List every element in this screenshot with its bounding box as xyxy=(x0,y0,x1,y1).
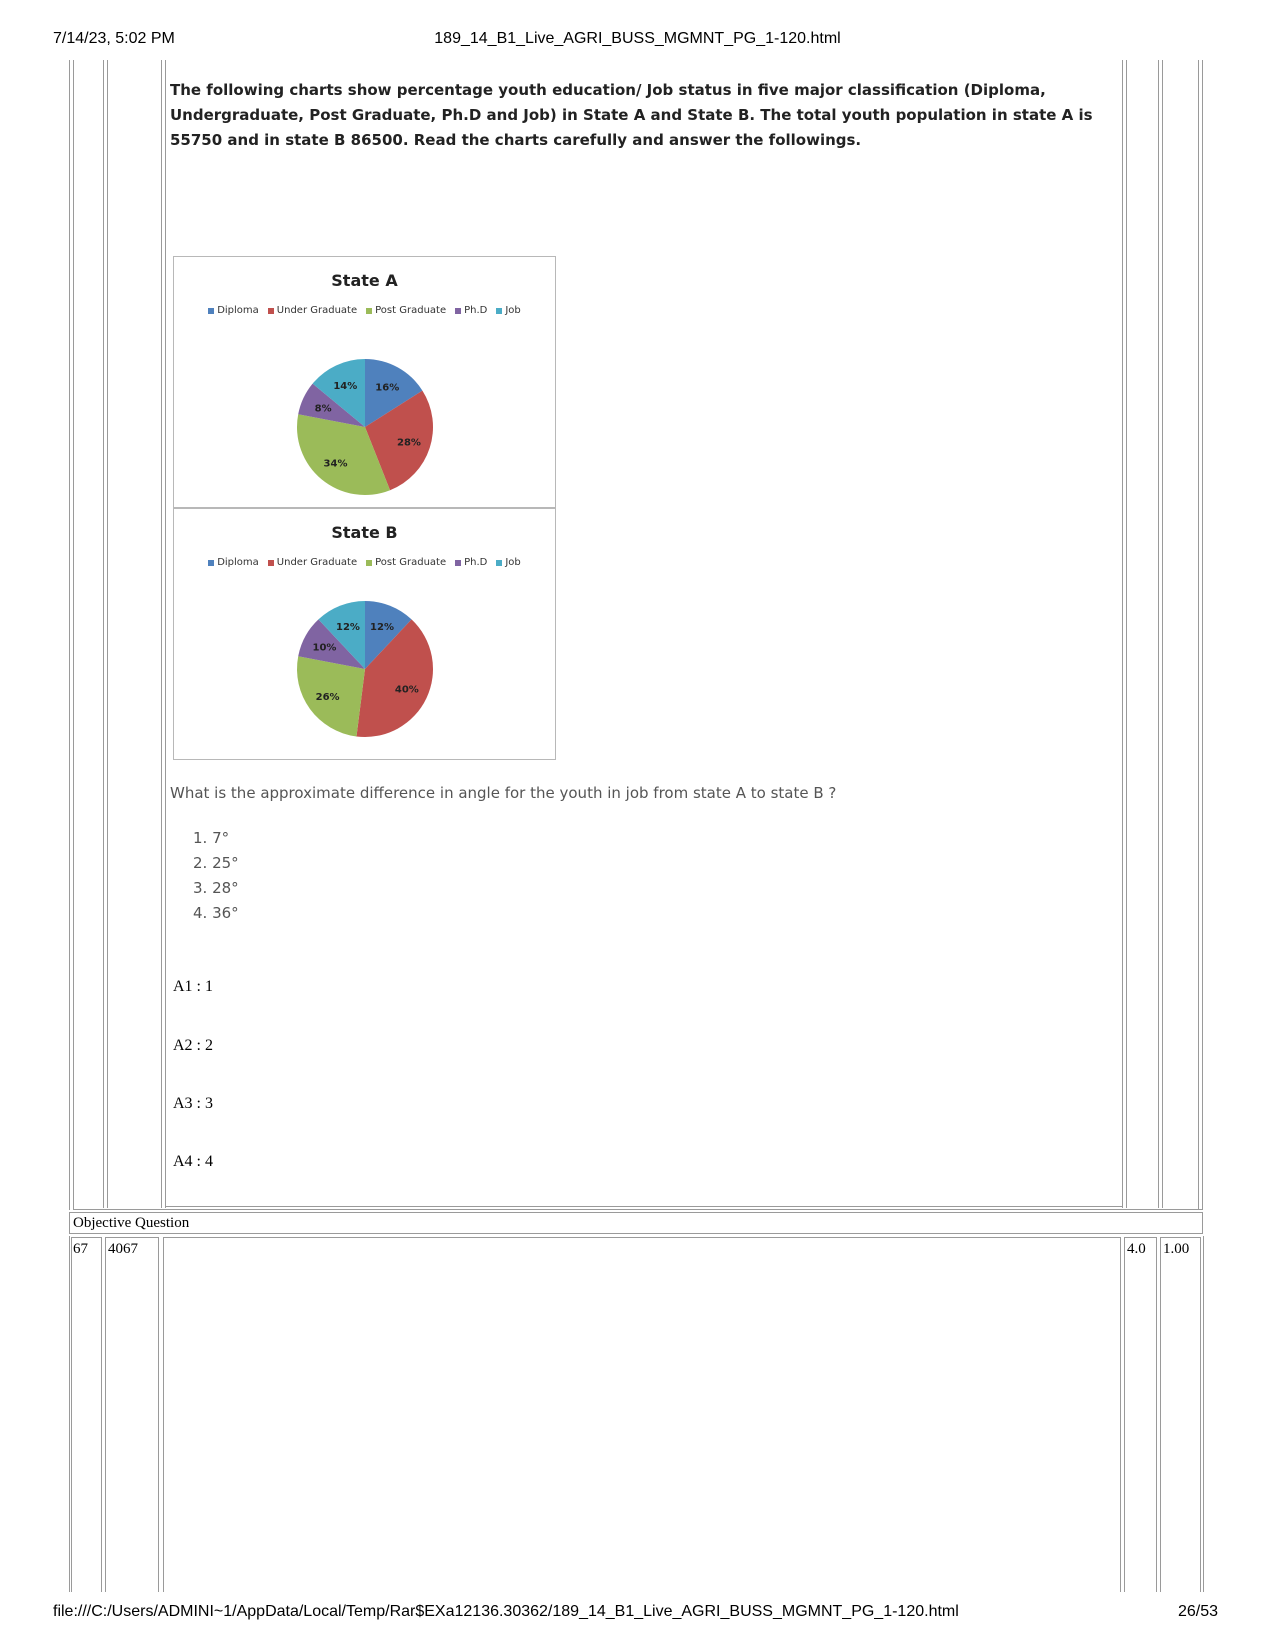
table-border-left-inner xyxy=(73,60,74,1210)
print-page-number: 26/53 xyxy=(1178,1603,1219,1620)
row-marks-cell xyxy=(1124,1237,1157,1617)
table-border-left xyxy=(69,1236,70,1606)
option-item: 3. 28° xyxy=(193,879,239,897)
passage-text: The following charts show percentage youth education/ Job status in five major classification (Diploma, Undergraduate, Post Graduate, Ph.D and Job) in State A and State B. The total youth population in state A is 55750 and in state B 86500. Read the charts carefully and answer the followings. xyxy=(170,81,1093,149)
cell-border xyxy=(1122,60,1123,1208)
pie-data-label: 8% xyxy=(314,403,332,415)
table-border-right xyxy=(1198,60,1199,1210)
question-text: What is the approximate difference in angle for the youth in job from state A to state B ? xyxy=(170,784,837,802)
legend-label: Under Graduate xyxy=(276,557,358,568)
table-border-right xyxy=(1203,1236,1204,1606)
pie-data-label: 12% xyxy=(336,622,360,634)
legend-label: Under Graduate xyxy=(276,305,358,316)
print-url: file:///C:/Users/ADMINI~1/AppData/Local/Temp/Rar$EXa12136.30362/189_14_B1_Live_AGRI_BUSS_MGMNT_PG_1-120.html xyxy=(53,1603,959,1620)
options-list xyxy=(193,826,239,926)
cell-border xyxy=(1158,60,1159,1208)
pie-data-label: 12% xyxy=(370,622,394,634)
cell-border xyxy=(161,60,162,1208)
chart-title: State A xyxy=(331,271,398,290)
legend-label: Post Graduate xyxy=(375,305,447,316)
legend-label: Diploma xyxy=(217,305,259,316)
pie-chart-b xyxy=(174,509,557,761)
question-number: 67 xyxy=(73,1241,88,1257)
pie-data-label: 10% xyxy=(312,642,337,654)
section-header-cell xyxy=(69,1212,1203,1234)
negative-marks-value: 1.00 xyxy=(1163,1241,1190,1257)
answer-2: A2 : 2 xyxy=(173,1037,213,1054)
marks-value: 4.0 xyxy=(1127,1241,1146,1257)
legend-label: Post Graduate xyxy=(375,557,447,568)
legend-label: Job xyxy=(505,305,521,316)
cell-border-bottom xyxy=(165,1206,1123,1207)
row-negative-cell xyxy=(1160,1237,1201,1617)
print-page-title: 189_14_B1_Live_AGRI_BUSS_MGMNT_PG_1-120.html xyxy=(434,30,841,47)
pie-data-label: 26% xyxy=(315,692,340,704)
cell-border xyxy=(107,60,108,1208)
pie-data-label: 40% xyxy=(394,684,419,696)
print-datetime: 7/14/23, 5:02 PM xyxy=(53,30,175,47)
section-label: Objective Question xyxy=(73,1215,190,1231)
pie-data-label: 28% xyxy=(397,437,421,449)
table-border-bottom xyxy=(73,1209,1203,1210)
legend-label: Ph.D xyxy=(464,557,488,568)
answer-3: A3 : 3 xyxy=(173,1095,213,1112)
cell-border xyxy=(103,60,104,1208)
row-id-cell xyxy=(105,1237,159,1617)
option-item: 4. 36° xyxy=(193,904,239,922)
row-content-cell xyxy=(163,1237,1121,1617)
legend-label: Job xyxy=(505,557,521,568)
table-border-left xyxy=(69,60,70,1210)
table-border-right-outer xyxy=(1202,60,1203,1210)
cell-border xyxy=(165,60,166,1208)
pie-chart-a xyxy=(174,257,557,509)
pie-data-label: 34% xyxy=(323,458,348,470)
chart-title: State B xyxy=(331,523,398,542)
option-item: 2. 25° xyxy=(193,854,239,872)
cell-border xyxy=(1126,60,1127,1208)
pie-data-label: 16% xyxy=(375,382,400,394)
answer-4: A4 : 4 xyxy=(173,1153,213,1170)
legend-label: Diploma xyxy=(217,557,259,568)
chart-state-b xyxy=(173,508,556,760)
answer-1: A1 : 1 xyxy=(173,978,213,995)
legend-label: Ph.D xyxy=(464,305,488,316)
option-item: 1. 7° xyxy=(193,829,230,847)
cell-border xyxy=(1162,60,1163,1208)
chart-state-a xyxy=(173,256,556,508)
pie-data-label: 14% xyxy=(333,381,358,393)
row-number-cell xyxy=(71,1237,102,1617)
page-bottom-mask xyxy=(0,1592,1275,1651)
question-id: 4067 xyxy=(108,1241,138,1257)
